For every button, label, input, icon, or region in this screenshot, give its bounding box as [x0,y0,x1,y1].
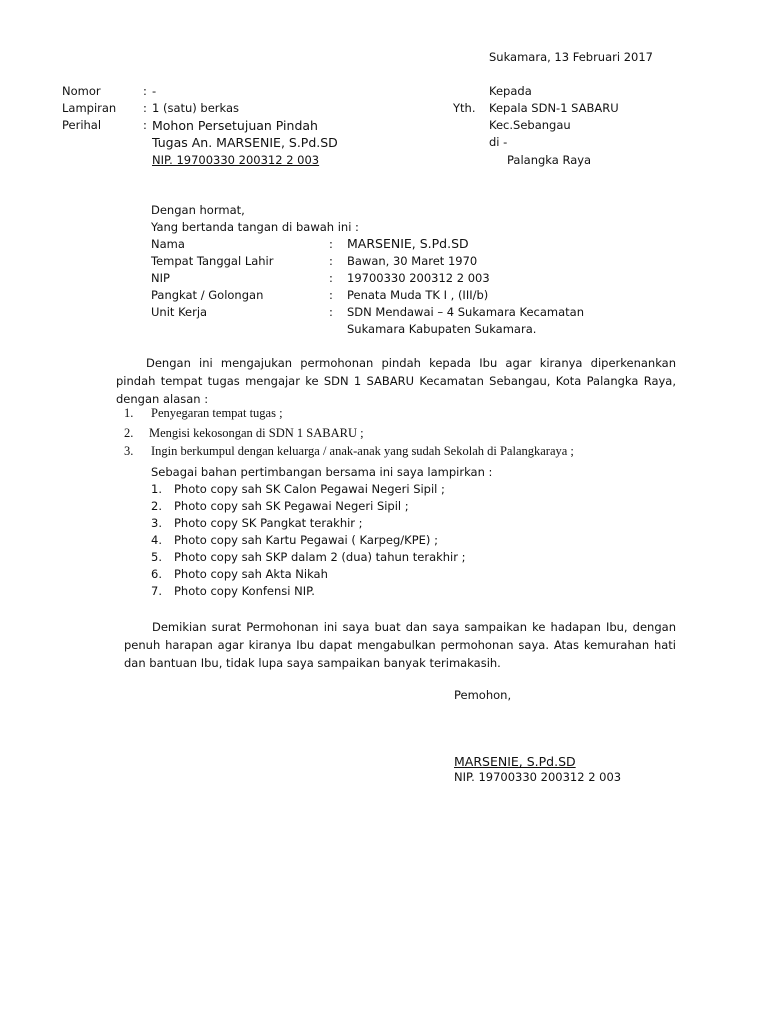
reason-text: Mengisi kekosongan di SDN 1 SABARU ; [149,426,364,440]
attachment-text: Photo copy sah SKP dalam 2 (dua) tahun terakhir ; [174,550,466,564]
nomor-label: Nomor [62,84,101,98]
identity-value: Penata Muda TK I , (III/b) [347,288,489,302]
perihal-nip: NIP. 19700330 200312 2 003 [152,153,320,167]
recipient-di: di - [489,135,508,149]
attachment-text: Photo copy sah Akta Nikah [174,567,328,581]
identity-colon: : [329,288,333,302]
attachment-text: Photo copy sah SK Pegawai Negeri Sipil ; [174,499,409,513]
reason-number: 2. [124,426,134,440]
reason-number: 3. [124,444,134,458]
reason-text: Ingin berkumpul dengan keluarga / anak-anak yang sudah Sekolah di Palangkaraya ; [151,444,574,458]
attachment-number: 4. [151,533,162,547]
list-item [151,532,466,549]
identity-label: NIP [151,271,170,285]
attachment-text: Photo copy Konfensi NIP. [174,584,315,598]
attachment-number: 3. [151,516,162,530]
signature-nip: NIP. 19700330 200312 2 003 [454,770,622,784]
attachment-number: 1. [151,482,162,496]
recipient-kepada: Kepada [489,84,532,98]
perihal-line2: Tugas An. MARSENIE, S.Pd.SD [152,135,338,150]
identity-value: Bawan, 30 Maret 1970 [347,254,478,268]
attachment-number: 7. [151,584,162,598]
identity-colon: : [329,271,333,285]
identity-label: Tempat Tanggal Lahir [151,254,274,268]
perihal-colon: : [143,118,147,132]
recipient-yth: Yth. [453,101,476,115]
identity-value: 19700330 200312 2 003 [347,271,490,285]
attachment-number: 5. [151,550,162,564]
signature-pemohon: Pemohon, [454,688,512,702]
recipient-kec: Kec.Sebangau [489,118,571,132]
list-item [151,549,466,566]
identity-name-value: MARSENIE, S.Pd.SD [347,236,469,251]
nomor-colon: : [143,84,147,98]
attachment-number: 6. [151,567,162,581]
attachment-text: Photo copy sah SK Calon Pegawai Negeri Sipil ; [174,482,445,496]
identity-value-continued: Sukamara Kabupaten Sukamara. [347,322,537,336]
lampiran-value: 1 (satu) berkas [152,101,240,115]
lampiran-colon: : [143,101,147,115]
list-item [151,515,466,532]
attachments-intro: Sebagai bahan pertimbangan bersama ini saya lampirkan : [151,465,493,479]
signature-name: MARSENIE, S.Pd.SD [454,754,576,769]
perihal-label: Perihal [62,118,102,132]
lampiran-label: Lampiran [62,101,117,115]
identity-colon: : [329,237,333,251]
list-item [151,481,466,498]
letter-date: Sukamara, 13 Februari 2017 [489,50,653,64]
body-paragraph: Dengan ini mengajukan permohonan pindah kepada Ibu agar kiranya diperkenankan pindah tempat tugas mengajar ke SDN 1 SABARU Kecamatan Sebangau, Kota Palangka Raya, dengan alasan : [116,356,676,406]
attachment-text: Photo copy sah Kartu Pegawai ( Karpeg/KPE) ; [174,533,438,547]
intro-line: Yang bertanda tangan di bawah ini : [151,220,359,234]
identity-value: SDN Mendawai – 4 Sukamara Kecamatan [347,305,585,319]
attachment-text: Photo copy SK Pangkat terakhir ; [174,516,363,530]
nomor-value: - [152,84,157,98]
recipient-city: Palangka Raya [507,153,592,167]
identity-label: Unit Kerja [151,305,208,319]
attachments-list [151,481,466,600]
closing-paragraph: Demikian surat Permohonan ini saya buat dan saya sampaikan ke hadapan Ibu, dengan penuh harapan agar kiranya Ibu dapat mengabulkan permohonan saya. Atas kemurahan hati dan bantuan Ibu, tidak lupa saya sampaikan banyak terimakasih. [124,620,676,670]
identity-colon: : [329,254,333,268]
identity-label: Pangkat / Golongan [151,288,264,302]
reason-text: Penyegaran tempat tugas ; [151,406,283,420]
identity-label: Nama [151,237,185,251]
identity-colon: : [329,305,333,319]
perihal-line1: Mohon Persetujuan Pindah [152,118,318,133]
list-item [151,498,466,515]
list-item [151,566,466,583]
attachment-number: 2. [151,499,162,513]
reason-number: 1. [124,406,134,420]
list-item [151,583,466,600]
salutation: Dengan hormat, [151,203,245,217]
recipient-name: Kepala SDN-1 SABARU [489,101,619,115]
